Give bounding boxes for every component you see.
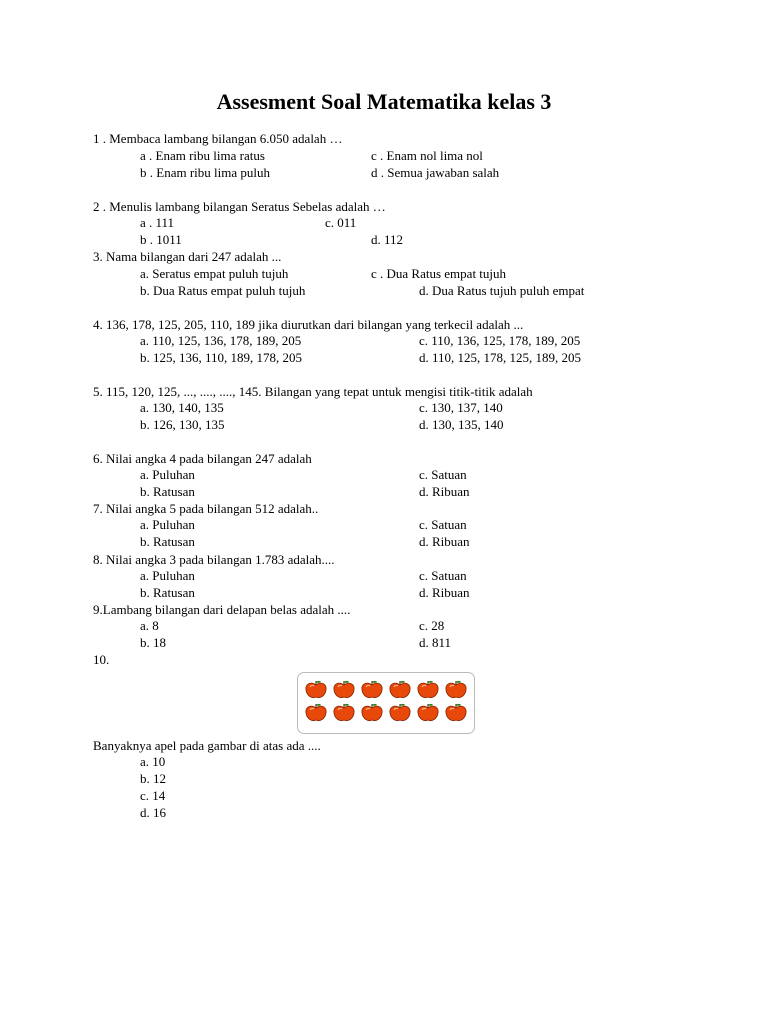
option-9d: d. 811	[419, 635, 452, 650]
option-2d: d. 112	[371, 232, 404, 247]
option-1b: b . Enam ribu lima puluh	[140, 165, 270, 180]
option-3a: a. Seratus empat puluh tujuh	[140, 266, 289, 281]
option-7d: d. Ribuan	[419, 534, 470, 549]
question-3: 3. Nama bilangan dari 247 adalah ...	[93, 249, 282, 264]
option-3d: d. Dua Ratus tujuh puluh empat	[419, 283, 585, 298]
question-9: 9.Lambang bilangan dari delapan belas adalah ....	[93, 602, 351, 617]
apple-icon	[360, 680, 384, 700]
apple-icon	[332, 703, 356, 723]
option-7a: a. Puluhan	[140, 517, 195, 532]
question-1: 1 . Membaca lambang bilangan 6.050 adalah …	[93, 131, 343, 146]
apple-icon	[444, 703, 468, 723]
option-10d: d. 16	[140, 805, 166, 820]
option-8c: c. Satuan	[419, 568, 467, 583]
option-6d: d. Ribuan	[419, 484, 470, 499]
question-8: 8. Nilai angka 3 pada bilangan 1.783 adalah....	[93, 552, 335, 567]
apple-icon	[304, 703, 328, 723]
apple-icon	[416, 703, 440, 723]
question-4: 4. 136, 178, 125, 205, 110, 189 jika diurutkan dari bilangan yang terkecil adalah ...	[93, 317, 524, 332]
question-2: 2 . Menulis lambang bilangan Seratus Sebelas adalah …	[93, 199, 386, 214]
option-3c: c . Dua Ratus empat tujuh	[371, 266, 507, 281]
option-8d: d. Ribuan	[419, 585, 470, 600]
option-5b: b. 126, 130, 135	[140, 417, 225, 432]
option-10b: b. 12	[140, 771, 166, 786]
apple-icon	[360, 703, 384, 723]
option-1d: d . Semua jawaban salah	[371, 165, 500, 180]
option-3b: b. Dua Ratus empat puluh tujuh	[140, 283, 306, 298]
option-5d: d. 130, 135, 140	[419, 417, 504, 432]
question-5: 5. 115, 120, 125, ..., ...., ...., 145. Bilangan yang tepat untuk mengisi titik-titik adalah	[93, 384, 533, 399]
option-1a: a . Enam ribu lima ratus	[140, 148, 265, 163]
option-5a: a. 130, 140, 135	[140, 400, 224, 415]
question-7: 7. Nilai angka 5 pada bilangan 512 adalah..	[93, 501, 319, 516]
option-9a: a. 8	[140, 618, 159, 633]
option-6c: c. Satuan	[419, 467, 467, 482]
option-2b: b . 1011	[140, 232, 182, 247]
apple-icon	[388, 680, 412, 700]
option-1c: c . Enam nol lima nol	[371, 148, 483, 163]
apple-icon	[388, 703, 412, 723]
option-6a: a. Puluhan	[140, 467, 195, 482]
option-8b: b. Ratusan	[140, 585, 195, 600]
option-7c: c. Satuan	[419, 517, 467, 532]
option-10a: a. 10	[140, 754, 166, 769]
apple-picture	[297, 672, 475, 734]
option-4a: a. 110, 125, 136, 178, 189, 205	[140, 333, 302, 348]
option-9b: b. 18	[140, 635, 166, 650]
page-title: Assesment Soal Matematika kelas 3	[216, 89, 552, 114]
option-7b: b. Ratusan	[140, 534, 195, 549]
apple-icon	[444, 680, 468, 700]
option-10c: c. 14	[140, 788, 166, 803]
option-2c: c. 011	[325, 215, 357, 230]
option-4c: c. 110, 136, 125, 178, 189, 205	[419, 333, 581, 348]
apple-icon	[304, 680, 328, 700]
question-6: 6. Nilai angka 4 pada bilangan 247 adalah	[93, 451, 312, 466]
question-10-number: 10.	[93, 652, 110, 667]
option-8a: a. Puluhan	[140, 568, 195, 583]
option-2a: a . 111	[140, 215, 175, 230]
question-10: Banyaknya apel pada gambar di atas ada ....	[93, 738, 321, 753]
apple-icon	[416, 680, 440, 700]
apple-icon	[332, 680, 356, 700]
option-9c: c. 28	[419, 618, 445, 633]
option-4b: b. 125, 136, 110, 189, 178, 205	[140, 350, 303, 365]
option-4d: d. 110, 125, 178, 125, 189, 205	[419, 350, 582, 365]
option-5c: c. 130, 137, 140	[419, 400, 503, 415]
option-6b: b. Ratusan	[140, 484, 195, 499]
